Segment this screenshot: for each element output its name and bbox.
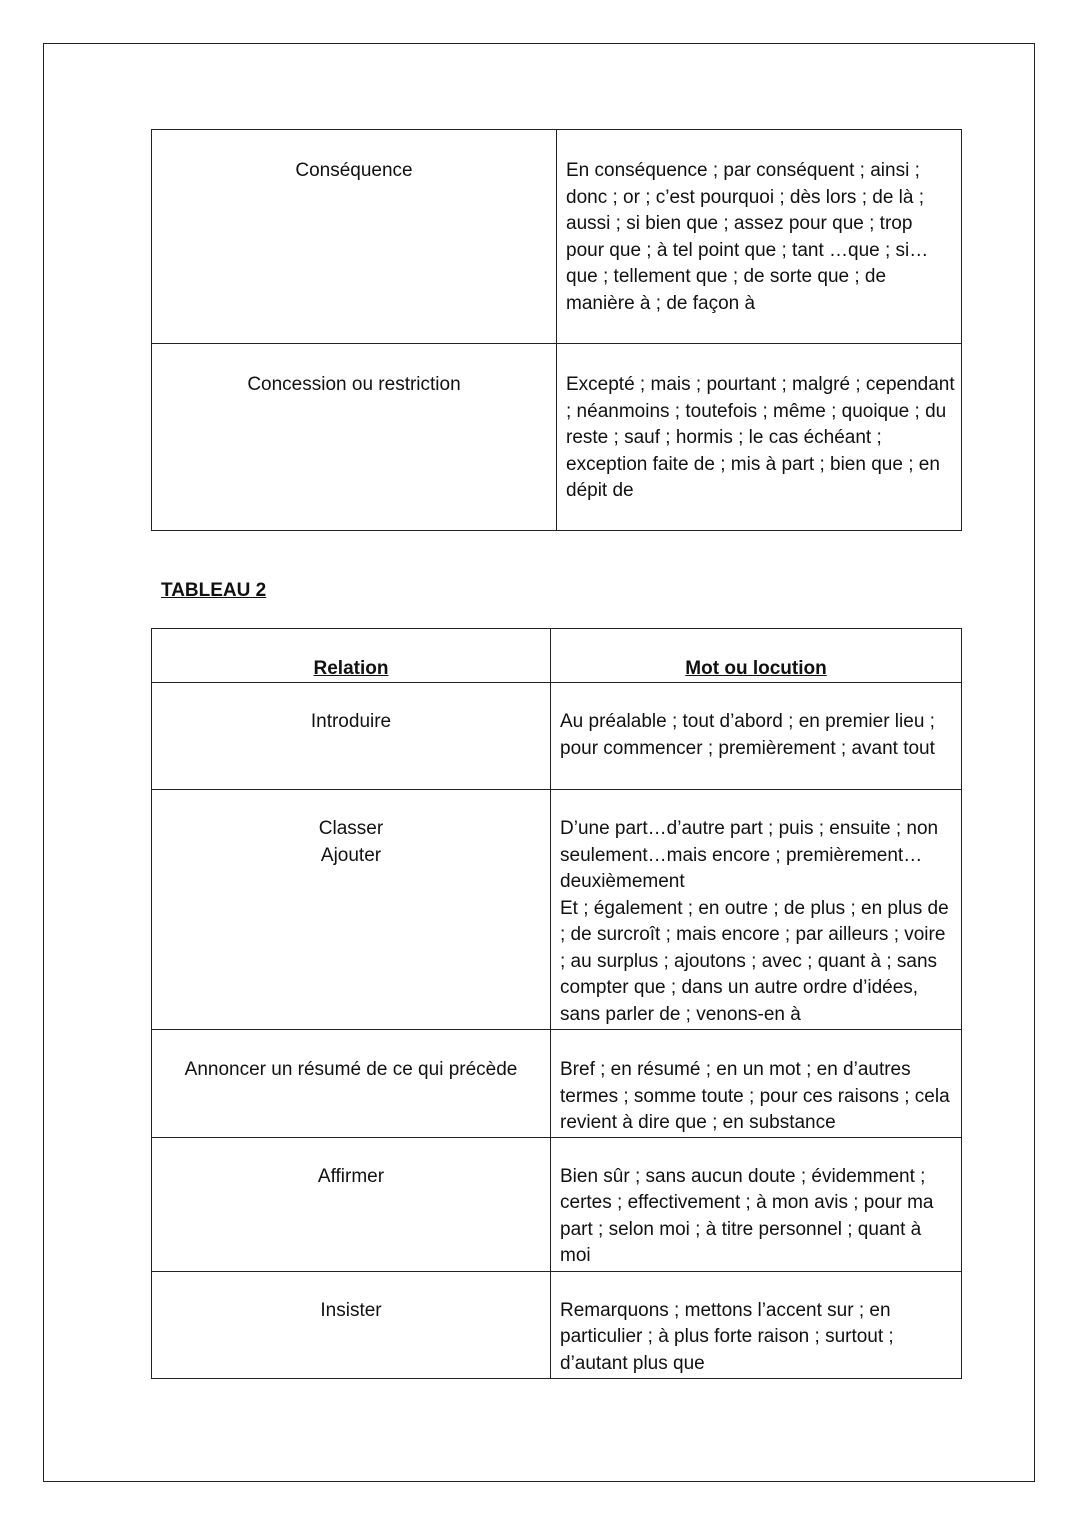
table-row [152,344,962,531]
table-2-title: TABLEAU 2 [161,580,267,601]
relation-cell: Annoncer un résumé de ce qui précède [152,1030,551,1138]
relation-line: Classer [318,818,384,839]
header-words: Mot ou locution [551,629,962,683]
table-row [152,130,962,344]
relation-cell: Conséquence [152,130,557,344]
relation-cell: Insister [152,1271,551,1378]
table-row [152,1271,962,1378]
connectors-table-1 [151,129,962,531]
words-cell: Bref ; en résumé ; en un mot ; en d’autres termes ; somme toute ; pour ces raisons ; cela revient à dire que ; en substance [551,1030,962,1138]
connectors-table-2 [151,628,962,1379]
relation-cell: Affirmer [152,1137,551,1271]
words-cell: Au préalable ; tout d’abord ; en premier lieu ; pour commencer ; premièrement ; avant tout [551,683,962,790]
words-cell: Bien sûr ; sans aucun doute ; évidemment ; certes ; effectivement ; à mon avis ; pour ma part ; selon moi ; à titre personnel ; quant à moi [551,1137,962,1271]
table-row [152,683,962,790]
relation-line: Ajouter [320,844,382,866]
relation-cell: Concession ou restriction [152,344,557,531]
header-relation: Relation [152,629,551,683]
table-row [152,790,962,1030]
words-cell: Excepté ; mais ; pourtant ; malgré ; cependant ; néanmoins ; toutefois ; même ; quoique ; du reste ; sauf ; hormis ; le cas échéant ; exception faite de ; mis à part ; bien que ; en dépit de [557,344,962,531]
relation-cell [152,790,551,1030]
words-paragraph: Et ; également ; en outre ; de plus ; en plus de ; de surcroît ; mais encore ; par ailleurs ; voire ; au surplus ; ajoutons ; avec ; quant à ; sans compter que ; dans un autre ordre d’idées, sans parler de ; venons-en à [560,897,949,1025]
relation-cell: Introduire [152,683,551,790]
table-row [152,1137,962,1271]
words-paragraph: D’une part…d’autre part ; puis ; ensuite ; non seulement…mais encore ; premièrement…deuxièmement [560,818,939,892]
words-cell: Remarquons ; mettons l’accent sur ; en particulier ; à plus forte raison ; surtout ; d’autant plus que [551,1271,962,1378]
words-cell [551,790,962,1030]
table-row [152,1030,962,1138]
words-cell: En conséquence ; par conséquent ; ainsi ; donc ; or ; c’est pourquoi ; dès lors ; de là ; aussi ; si bien que ; assez pour que ; trop pour que ; à tel point que ; tant …que ; si… que ; tellement que ; de sorte que ; de manière à ; de façon à [557,130,962,344]
table-header-row [152,629,962,683]
